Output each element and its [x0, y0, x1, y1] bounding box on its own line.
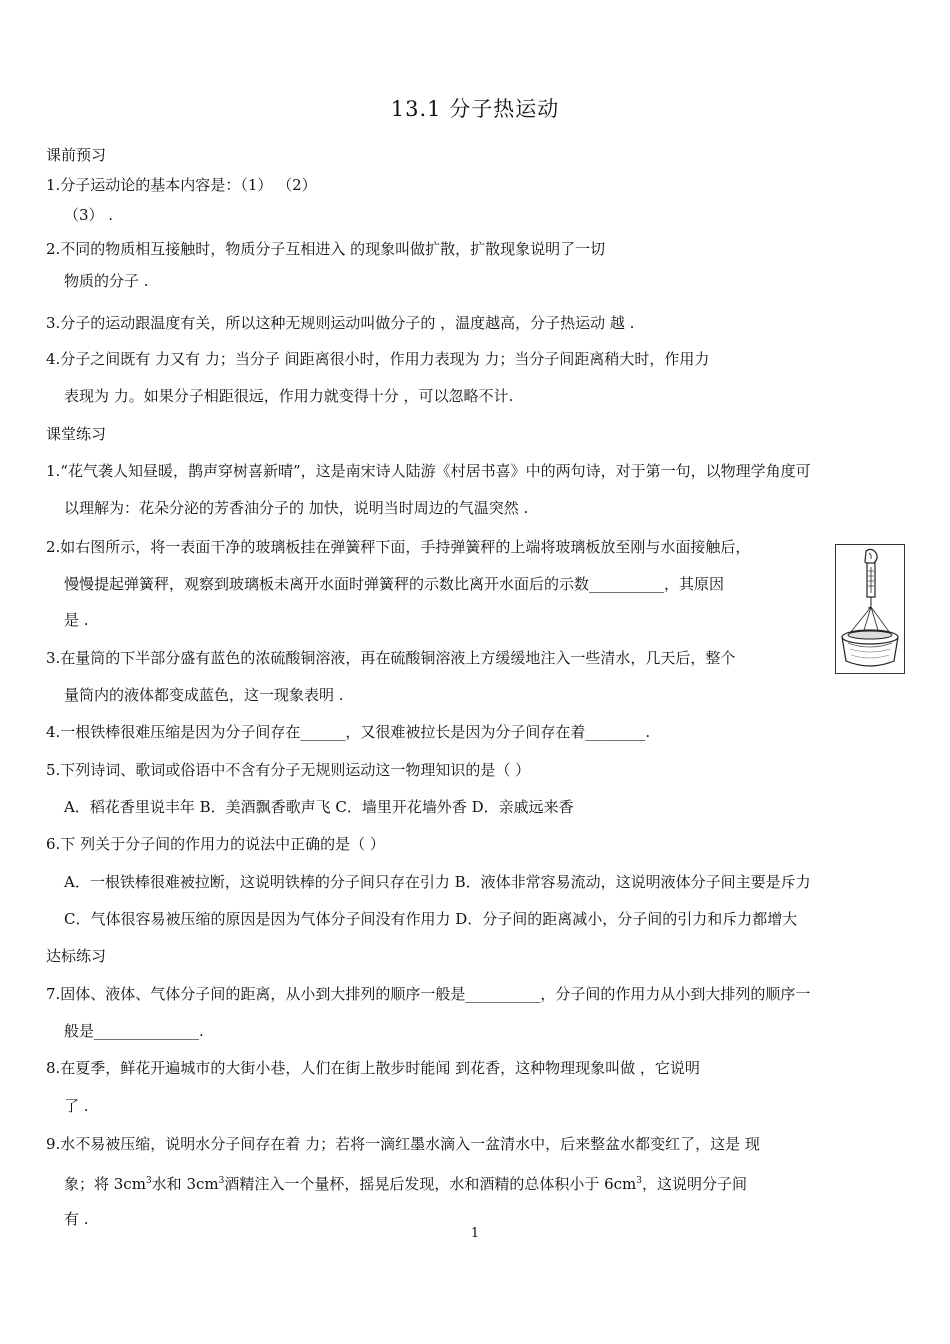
- page-number: 1: [470, 1226, 480, 1241]
- section-standard: 达标练习: [46, 947, 107, 965]
- preview-q1-line1: 1.分子运动论的基本内容是：（1） （2）: [46, 176, 317, 194]
- q9-unit-sup3: 3: [636, 1176, 643, 1186]
- practice-q3-line2: 量筒内的液体都变成蓝色，这一现象表明 .: [64, 686, 344, 704]
- q9-text-part1: 象；将 3cm: [64, 1175, 146, 1193]
- standard-q9-line3: 有 .: [64, 1210, 89, 1228]
- practice-q6-options-cd: C．气体很容易被压缩的原因是因为气体分子间没有作用力 D．分子间的距离减小，分子间的引力和斥力都增大: [64, 910, 798, 928]
- standard-q7-line1: 7.固体、液体、气体分子间的距离，从小到大排列的顺序一般是__________，分子间的作用力从小到大排列的顺序一: [46, 985, 811, 1003]
- practice-q1-line2: 以理解为：花朵分泌的芳香油分子的 加快，说明当时周边的气温突然 .: [64, 499, 529, 517]
- standard-q9-line1: 9.水不易被压缩，说明水分子间存在着 力；若将一滴红墨水滴入一盆清水中，后来整盆水都变红了，这是 现: [46, 1135, 760, 1153]
- q9-unit-sup2: 3: [218, 1176, 225, 1186]
- preview-q4-line2: 表现为 力。如果分子相距很远，作用力就变得十分 ，可以忽略不计.: [64, 387, 514, 405]
- practice-q4: 4.一根铁棒很难压缩是因为分子间存在______，又很难被拉长是因为分子间存在着________.: [46, 723, 651, 741]
- standard-q7-line2: 般是______________.: [64, 1022, 204, 1040]
- practice-q1-line1: 1.“花气袭人知昼暖，鹊声穿树喜新晴”，这是南宋诗人陆游《村居书喜》中的两句诗，对于第一句，以物理学角度可: [46, 462, 811, 480]
- practice-q6: 6.下 列关于分子间的作用力的说法中正确的是（ ）: [46, 835, 385, 853]
- q9-text-part2: 水和 3cm: [151, 1175, 219, 1193]
- practice-q5-options: A．稻花香里说丰年 B．美酒飘香歌声飞 C．墙里开花墙外香 D．亲戚远来香: [64, 798, 574, 816]
- preview-q4-line1: 4.分子之间既有 力又有 力；当分子 间距离很小时，作用力表现为 力；当分子间距离稍大时，作用力: [46, 350, 710, 368]
- practice-q2-line1: 2.如右图所示，将一表面干净的玻璃板挂在弹簧秤下面，手持弹簧秤的上端将玻璃板放至刚与水面接触后，: [46, 538, 751, 556]
- spring-scale-figure-icon: [836, 545, 904, 673]
- page-title: 13.1 分子热运动: [390, 97, 560, 121]
- preview-q2-line2: 物质的分子 .: [64, 272, 149, 290]
- standard-q8-line2: 了 .: [64, 1097, 89, 1115]
- section-preview: 课前预习: [46, 146, 107, 164]
- practice-q3-line1: 3.在量筒的下半部分盛有蓝色的浓硫酸铜溶液，再在硫酸铜溶液上方缓缓地注入一些清水，几天后，整个: [46, 649, 736, 667]
- preview-q2-line1: 2.不同的物质相互接触时，物质分子互相进入 的现象叫做扩散，扩散现象说明了一切: [46, 240, 606, 258]
- practice-q2-line3: 是 .: [64, 611, 89, 629]
- preview-q1-line2: （3） .: [64, 206, 114, 224]
- spring-scale-glass-plate-figure: [835, 544, 905, 674]
- practice-q2-line2: 慢慢提起弹簧秤，观察到玻璃板未离开水面时弹簧秤的示数比离开水面后的示数__________，其原因: [64, 575, 725, 593]
- q9-text-part3: 酒精注入一个量杯，摇晃后发现，水和酒精的总体积小于 6cm: [224, 1175, 637, 1193]
- standard-q8-line1: 8.在夏季，鲜花开遍城市的大街小巷，人们在街上散步时能闻 到花香，这种物理现象叫做 ，它说明: [46, 1059, 700, 1077]
- practice-q6-options-ab: A．一根铁棒很难被拉断，这说明铁棒的分子间只存在引力 B．液体非常容易流动，这说明液体分子间主要是斥力: [64, 873, 811, 891]
- section-practice: 课堂练习: [46, 425, 107, 443]
- q9-text-part4: ，这说明分子间: [642, 1175, 748, 1193]
- q9-unit-sup1: 3: [145, 1176, 152, 1186]
- practice-q5: 5.下列诗词、歌词或俗语中不含有分子无规则运动这一物理知识的是（ ）: [46, 761, 531, 779]
- preview-q3: 3.分子的运动跟温度有关，所以这种无规则运动叫做分子的 ，温度越高，分子热运动 越 .: [46, 314, 635, 332]
- standard-q9-line2: [64, 1171, 747, 1194]
